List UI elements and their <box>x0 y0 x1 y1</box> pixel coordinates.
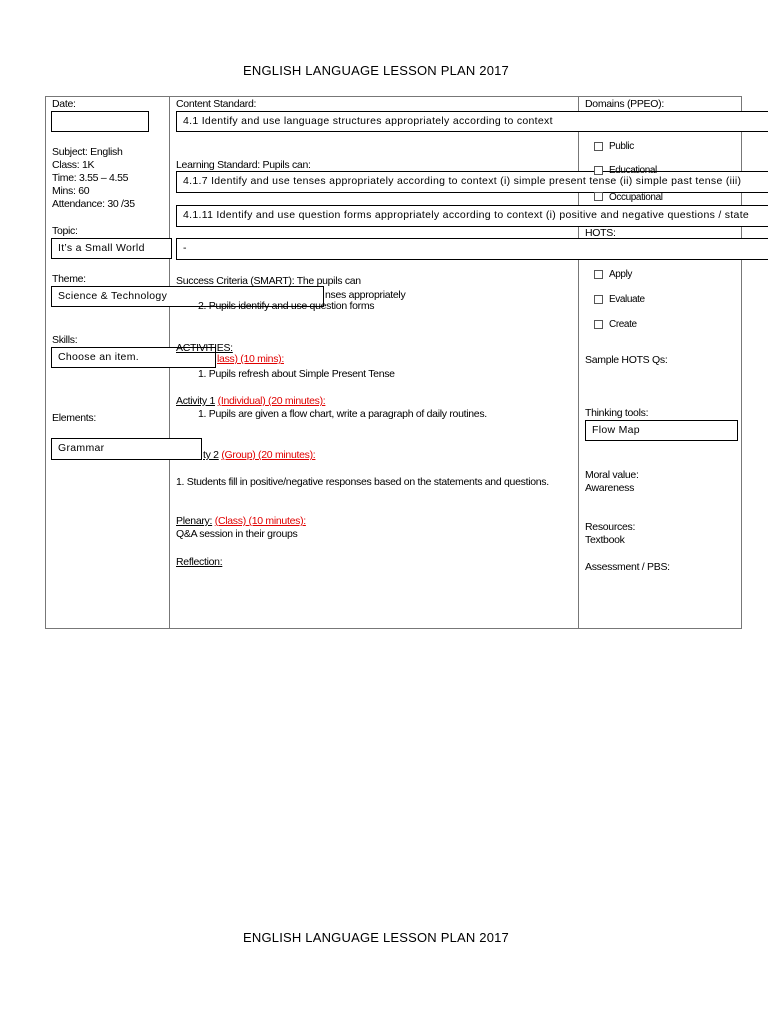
date-label: Date: <box>52 98 76 110</box>
skills-dropdown[interactable]: Choose an item. <box>51 347 216 368</box>
page-title: ENGLISH LANGUAGE LESSON PLAN 2017 <box>243 63 509 78</box>
plenary-heading <box>176 515 306 527</box>
success-criteria-1: nses appropriately <box>325 289 406 301</box>
elements-label: Elements: <box>52 412 96 424</box>
skills-label: Skills: <box>52 334 78 346</box>
resources-label: Resources: <box>585 521 636 533</box>
attendance-text: Attendance: 30 /35 <box>52 198 135 210</box>
table-bottom-border <box>45 628 742 629</box>
theme-label: Theme: <box>52 273 86 285</box>
thinking-tools-field[interactable]: Flow Map <box>585 420 738 441</box>
hots-label: HOTS: <box>585 227 616 239</box>
subject-text: Subject: English <box>52 146 123 158</box>
mins-text: Mins: 60 <box>52 185 90 197</box>
plenary-item: Q&A session in their groups <box>176 528 298 540</box>
checkbox-public-label: Public <box>609 141 634 152</box>
checkbox-educational-label: Educational <box>609 165 657 176</box>
plenary-label: Plenary: <box>176 515 213 527</box>
activity2-label: ty 2 <box>203 449 219 461</box>
activity2-heading <box>203 449 315 461</box>
theme-field[interactable]: Science & Technology <box>51 286 324 307</box>
checkbox-public[interactable] <box>594 142 603 151</box>
checkbox-apply-label: Apply <box>609 269 633 280</box>
table-top-border <box>45 96 742 97</box>
success-criteria-2: 2. Pupils identify and use question forms <box>198 300 375 312</box>
set-induction-label: lass) (10 mins): <box>217 353 284 365</box>
thinking-tools-label: Thinking tools: <box>585 407 649 419</box>
activity1-item: 1. Pupils are given a flow chart, write a paragraph of daily routines. <box>198 408 487 420</box>
assessment-label: Assessment / PBS: <box>585 561 670 573</box>
checkbox-educational[interactable] <box>594 166 603 175</box>
objective-field[interactable]: - <box>176 238 768 260</box>
moral-value-text: Awareness <box>585 482 635 494</box>
checkbox-occupational-label: Occupational <box>609 192 663 203</box>
table-left-border <box>45 96 46 629</box>
success-criteria-label: Success Criteria (SMART): The pupils can <box>176 275 361 287</box>
activity1-tag: (Individual) (20 minutes): <box>217 395 326 407</box>
learning-standard-field-2[interactable]: 4.1.11 Identify and use question forms appropriately according to context (i) positive and negative questions / state <box>176 205 768 227</box>
learning-standard-label: Learning Standard: Pupils can: <box>176 159 311 171</box>
topic-field[interactable]: It’s a Small World <box>51 238 172 259</box>
activity2-tag: (Group) (20 minutes): <box>221 449 316 461</box>
plenary-tag: (Class) (10 minutes): <box>214 515 306 527</box>
time-text: Time: 3.55 – 4.55 <box>52 172 129 184</box>
sample-hots-label: Sample HOTS Qs: <box>585 354 668 366</box>
class-text: Class: 1K <box>52 159 95 171</box>
checkbox-apply[interactable] <box>594 270 603 279</box>
checkbox-create-label: Create <box>609 319 637 330</box>
reflection-label: Reflection: <box>176 556 223 568</box>
content-standard-field[interactable]: 4.1 Identify and use language structures appropriately according to context <box>176 111 768 132</box>
content-standard-label: Content Standard: <box>176 98 257 110</box>
set-induction-item: 1. Pupils refresh about Simple Present Tense <box>198 368 395 380</box>
learning-standard-field-1[interactable]: 4.1.7 Identify and use tenses appropriately according to context (i) simple present tense (ii) simple past tense (iii) <box>176 171 768 193</box>
topic-label: Topic: <box>52 225 78 237</box>
date-field[interactable] <box>51 111 149 132</box>
checkbox-evaluate[interactable] <box>594 295 603 304</box>
resources-text: Textbook <box>585 534 625 546</box>
activity1-label: Activity 1 <box>176 395 216 407</box>
elements-field[interactable]: Grammar <box>51 438 202 460</box>
activities-label: ACTIVITIES: <box>176 342 233 354</box>
activity2-item: 1. Students fill in positive/negative responses based on the statements and questions. <box>176 476 549 488</box>
checkbox-create[interactable] <box>594 320 603 329</box>
moral-value-label: Moral value: <box>585 469 639 481</box>
domains-label: Domains (PPEO): <box>585 98 664 110</box>
next-page-title: ENGLISH LANGUAGE LESSON PLAN 2017 <box>243 930 509 945</box>
checkbox-occupational[interactable] <box>594 192 603 201</box>
checkbox-evaluate-label: Evaluate <box>609 294 645 305</box>
activity1-heading <box>176 395 325 407</box>
